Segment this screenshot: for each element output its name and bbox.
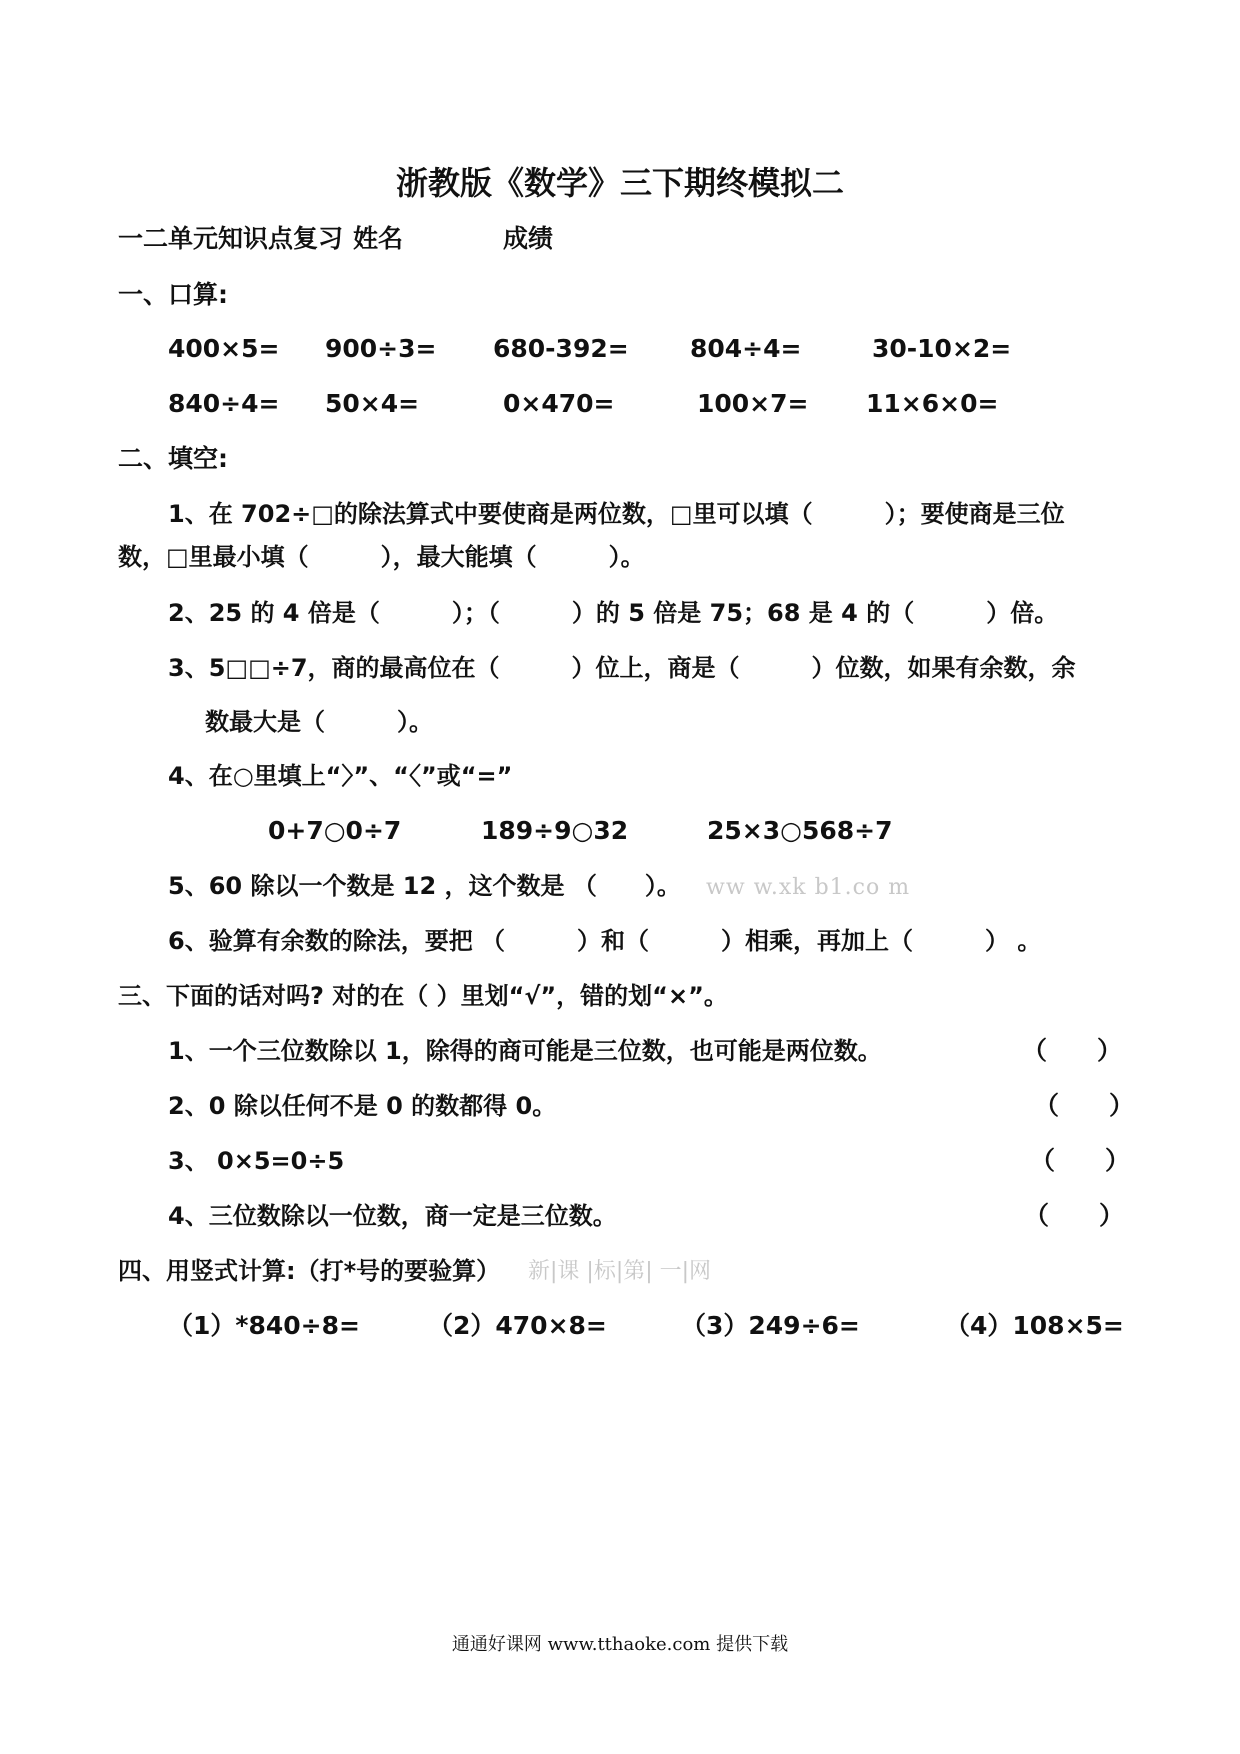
judge-item: 3、 0×5=0÷5 bbox=[168, 1147, 345, 1175]
fill-question-1-cont: 数，□里最小填（ ），最大能填（ ）。 bbox=[118, 543, 645, 571]
oral-item: 804÷4= bbox=[690, 334, 802, 363]
oral-item: 50×4= bbox=[325, 389, 420, 418]
page-footer: 通通好课网 www.tthaoke.com 提供下载 bbox=[451, 1634, 789, 1655]
section1-heading: 一、口算: bbox=[118, 280, 228, 309]
compare-item: 0+7○0÷7 bbox=[268, 816, 402, 845]
section4-heading: 四、用竖式计算:（打*号的要验算） bbox=[118, 1257, 501, 1285]
watermark-text: 新|课 |标|第| 一|网 bbox=[528, 1259, 712, 1284]
judge-item: 4、三位数除以一位数，商一定是三位数。 bbox=[168, 1202, 617, 1230]
oral-item: 11×6×0= bbox=[866, 389, 999, 418]
answer-blank: （ ） bbox=[1024, 1201, 1125, 1230]
answer-blank: （ ） bbox=[1030, 1146, 1131, 1175]
score-label: 成绩 bbox=[503, 224, 554, 253]
watermark-text: ww w.xk b1.co m bbox=[706, 875, 911, 900]
vertical-calc-item: （2）470×8= bbox=[428, 1311, 607, 1340]
compare-item: 189÷9○32 bbox=[481, 816, 629, 845]
vertical-calc-item: （1）*840÷8= bbox=[168, 1311, 360, 1340]
oral-item: 0×470= bbox=[503, 389, 615, 418]
unit-label: 一二单元知识点复习 bbox=[118, 224, 344, 253]
oral-item: 840÷4= bbox=[168, 389, 280, 418]
oral-item: 900÷3= bbox=[325, 334, 437, 363]
judge-item: 2、0 除以任何不是 0 的数都得 0。 bbox=[168, 1092, 557, 1120]
page-title: 浙教版《数学》三下期终模拟二 bbox=[395, 164, 844, 202]
fill-question-3: 3、5□□÷7，商的最高位在（ ）位上，商是（ ）位数，如果有余数，余 bbox=[168, 654, 1076, 682]
name-label: 姓名 bbox=[353, 224, 404, 253]
section2-heading: 二、填空: bbox=[118, 444, 228, 473]
judge-item: 1、一个三位数除以 1，除得的商可能是三位数，也可能是两位数。 bbox=[168, 1037, 882, 1065]
answer-blank: （ ） bbox=[1022, 1036, 1123, 1065]
fill-question-5: 5、60 除以一个数是 12 ，这个数是 （ ）。 bbox=[168, 872, 681, 900]
fill-question-2: 2、25 的 4 倍是（ ）；（ ）的 5 倍是 75；68 是 4 的（ ）倍。 bbox=[168, 599, 1059, 627]
answer-blank: （ ） bbox=[1034, 1091, 1135, 1120]
fill-question-6: 6、验算有余数的除法，要把 （ ）和（ ）相乘，再加上（ ） 。 bbox=[168, 927, 1042, 955]
oral-item: 30-10×2= bbox=[872, 334, 1012, 363]
fill-question-1: 1、在 702÷□的除法算式中要使商是两位数，□里可以填（ ）；要使商是三位 bbox=[168, 500, 1065, 528]
fill-question-3-cont: 数最大是（ ）。 bbox=[205, 708, 433, 736]
vertical-calc-item: （3）249÷6= bbox=[681, 1311, 860, 1340]
compare-item: 25×3○568÷7 bbox=[707, 816, 893, 845]
oral-item: 100×7= bbox=[697, 389, 809, 418]
oral-item: 680-392= bbox=[493, 334, 629, 363]
oral-item: 400×5= bbox=[168, 334, 280, 363]
section3-heading: 三、下面的话对吗? 对的在（ ）里划“√”，错的划“×”。 bbox=[118, 982, 728, 1010]
fill-question-4: 4、在○里填上“〉”、“〈”或“=” bbox=[168, 762, 513, 790]
vertical-calc-item: （4）108×5= bbox=[945, 1311, 1124, 1340]
